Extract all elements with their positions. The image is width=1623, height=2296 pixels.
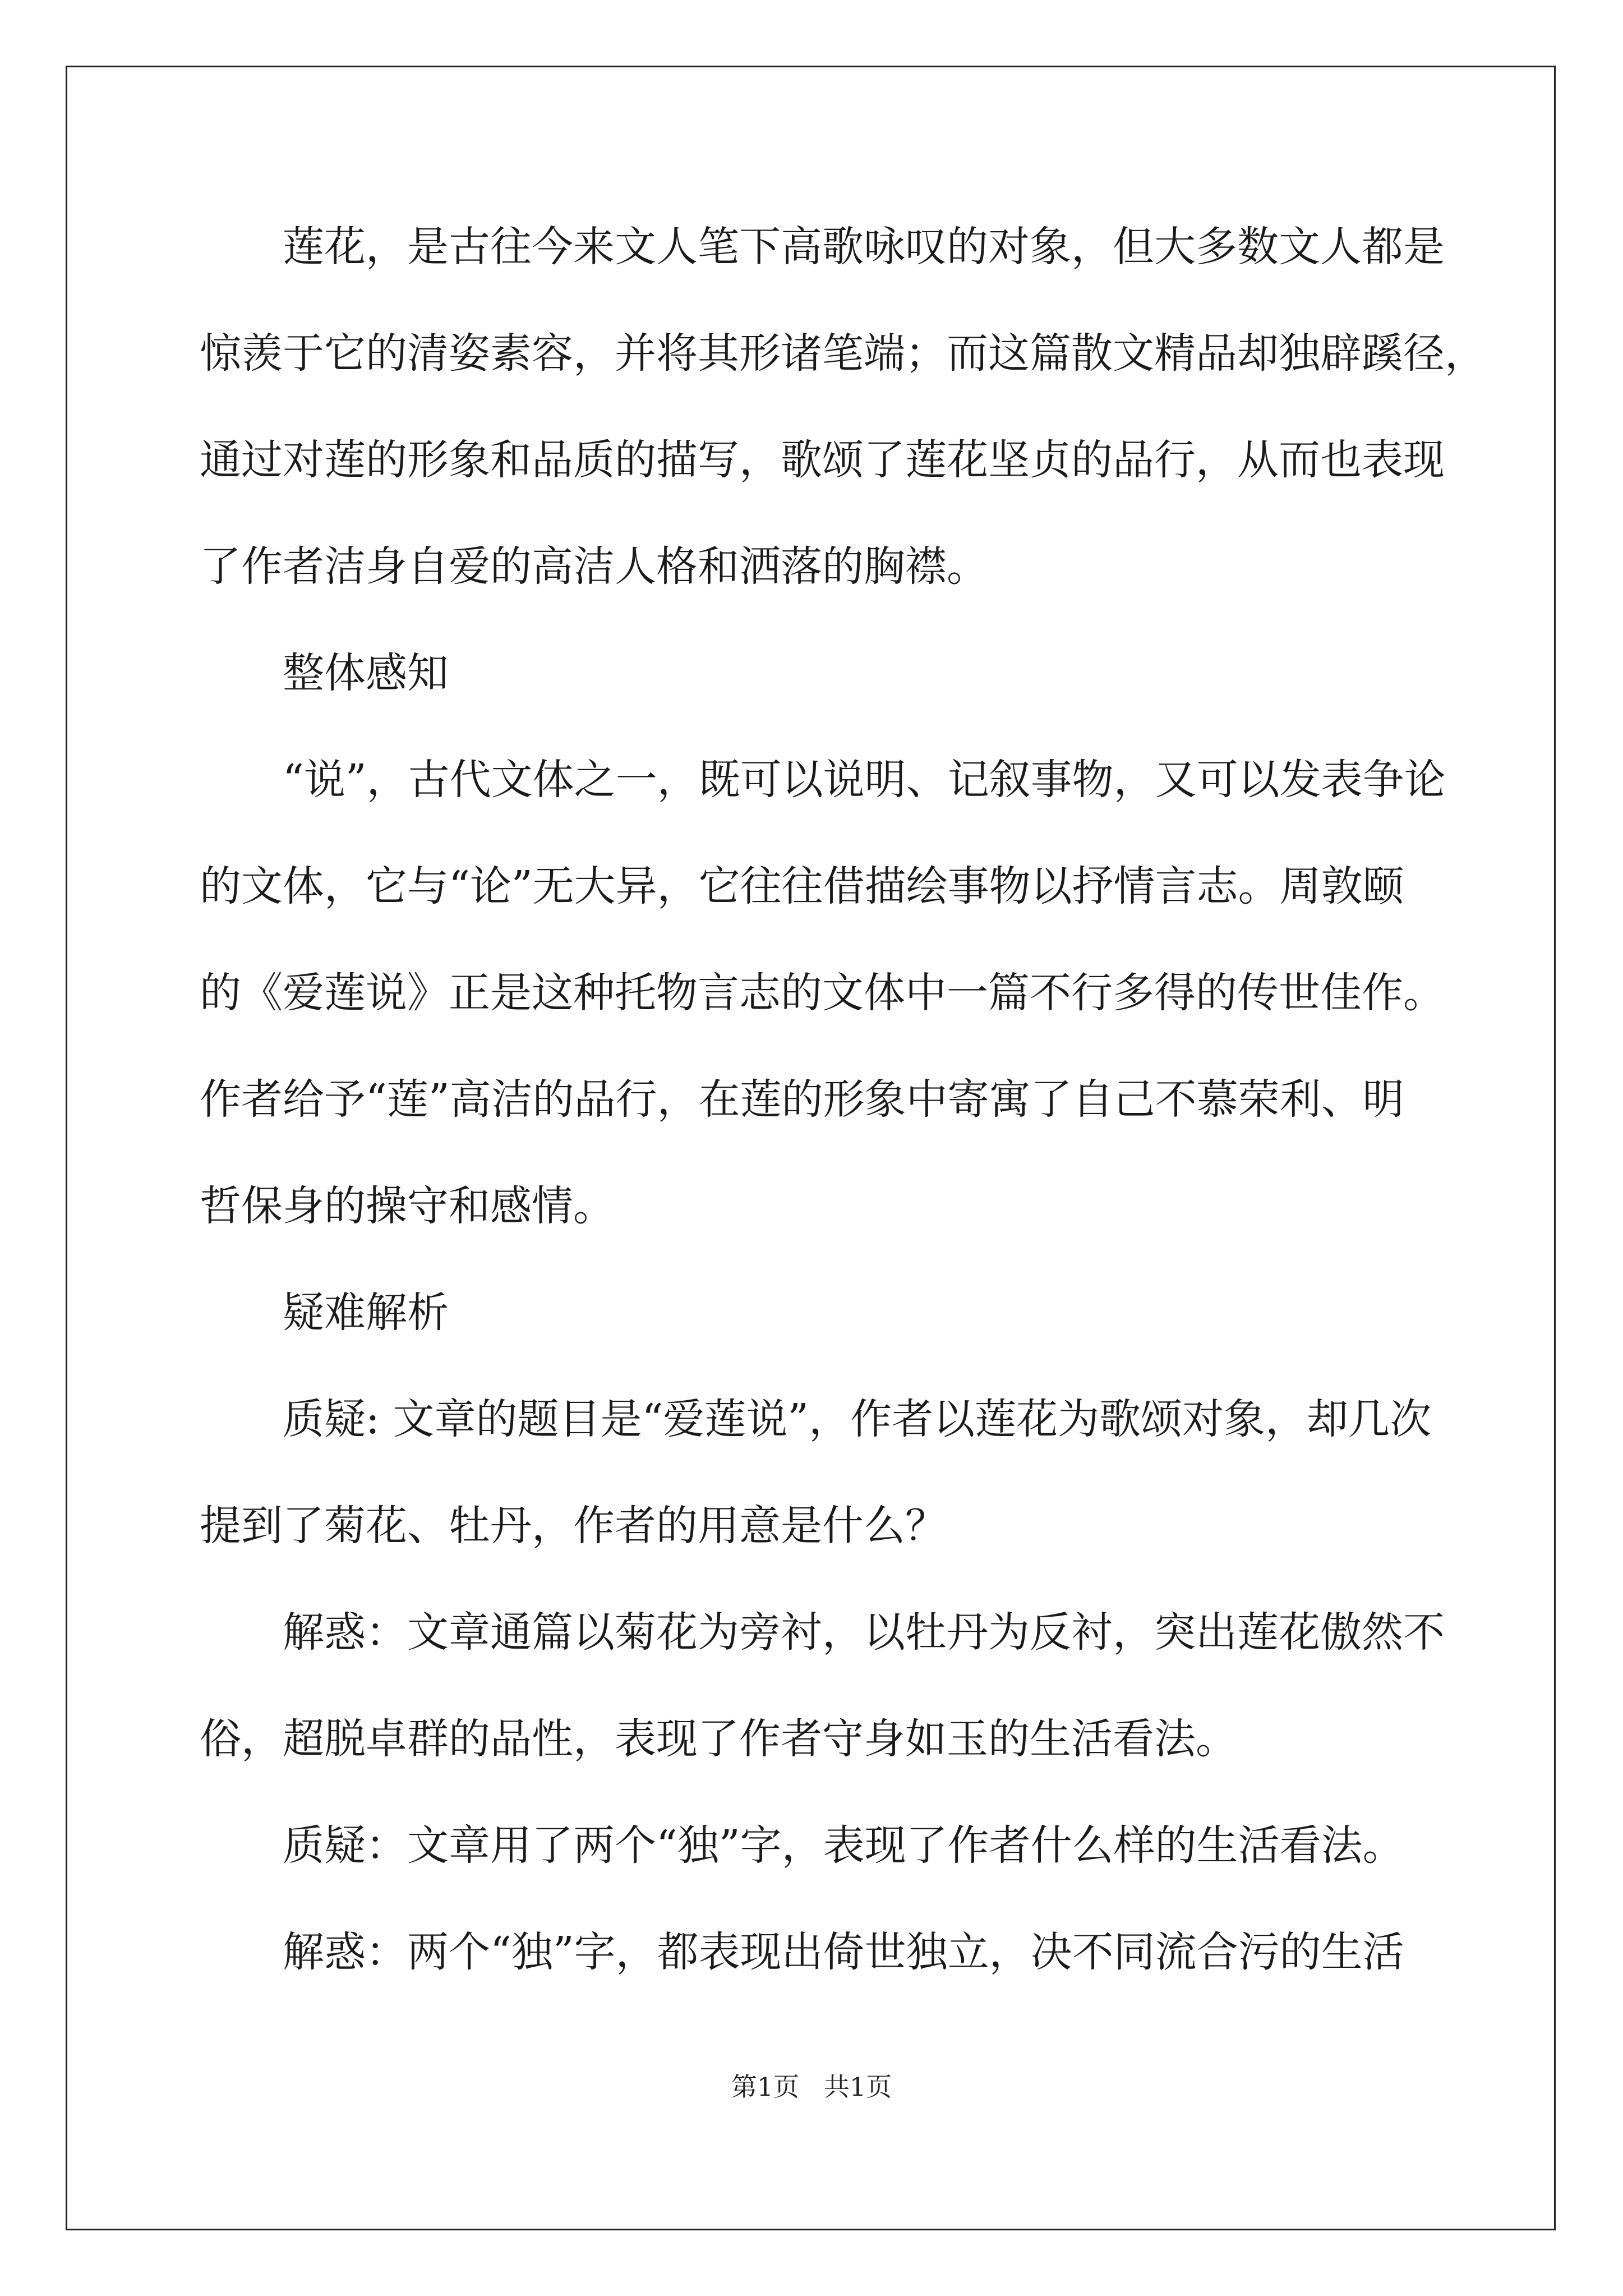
paragraph-2-line-4: 作者给予“莲”高洁的品行，在莲的形象中寄寓了自己不慕荣利、明 [200, 1075, 1404, 1124]
question-1-line-1: 质疑: 文章的题目是“爱莲说”，作者以莲花为歌颂对象，却几次 [283, 1395, 1432, 1443]
section-heading-overview: 整体感知 [283, 649, 449, 697]
paragraph-1-line-2: 惊羡于它的清姿素容，并将其形诸笔端；而这篇散文精品却独辟蹊径， [200, 329, 1486, 378]
answer-1-line-1: 解惑：文章通篇以菊花为旁衬，以牡丹为反衬，突出莲花傲然不 [283, 1608, 1445, 1657]
paragraph-1-line-1: 莲花，是古往今来文人笔下高歌咏叹的对象，但大多数文人都是 [283, 223, 1445, 271]
paragraph-2-line-3: 的《爱莲说》正是这种托物言志的文体中一篇不行多得的传世佳作。 [200, 969, 1445, 1017]
section-heading-analysis: 疑难解析 [283, 1289, 449, 1337]
answer-2-line-1: 解惑：两个“独”字，都表现出倚世独立，决不同流合污的生活 [283, 1928, 1404, 1976]
question-2: 质疑：文章用了两个“独”字，表现了作者什么样的生活看法。 [283, 1821, 1404, 1870]
question-1-line-2: 提到了菊花、牡丹，作者的用意是什么？ [200, 1502, 947, 1550]
paragraph-1-line-3: 通过对莲的形象和品质的描写，歌颂了莲花坚贞的品行，从而也表现 [200, 436, 1445, 484]
answer-1-line-2: 俗，超脱卓群的品性，表现了作者守身如玉的生活看法。 [200, 1715, 1237, 1763]
paragraph-2-line-1: “说”，古代文体之一，既可以说明、记叙事物，又可以发表争论 [283, 756, 1446, 804]
paragraph-2-line-2: 的文体，它与“论”无大异，它往往借描绘事物以抒情言志。周敦颐 [200, 862, 1404, 910]
paragraph-2-line-5: 哲保身的操守和感情。 [200, 1182, 615, 1230]
paragraph-1-line-4: 了作者洁身自爱的高洁人格和洒落的胸襟。 [200, 542, 988, 591]
document-body [200, 213, 1486, 2025]
page-number-footer: 第1页 共1页 [731, 2072, 892, 2102]
